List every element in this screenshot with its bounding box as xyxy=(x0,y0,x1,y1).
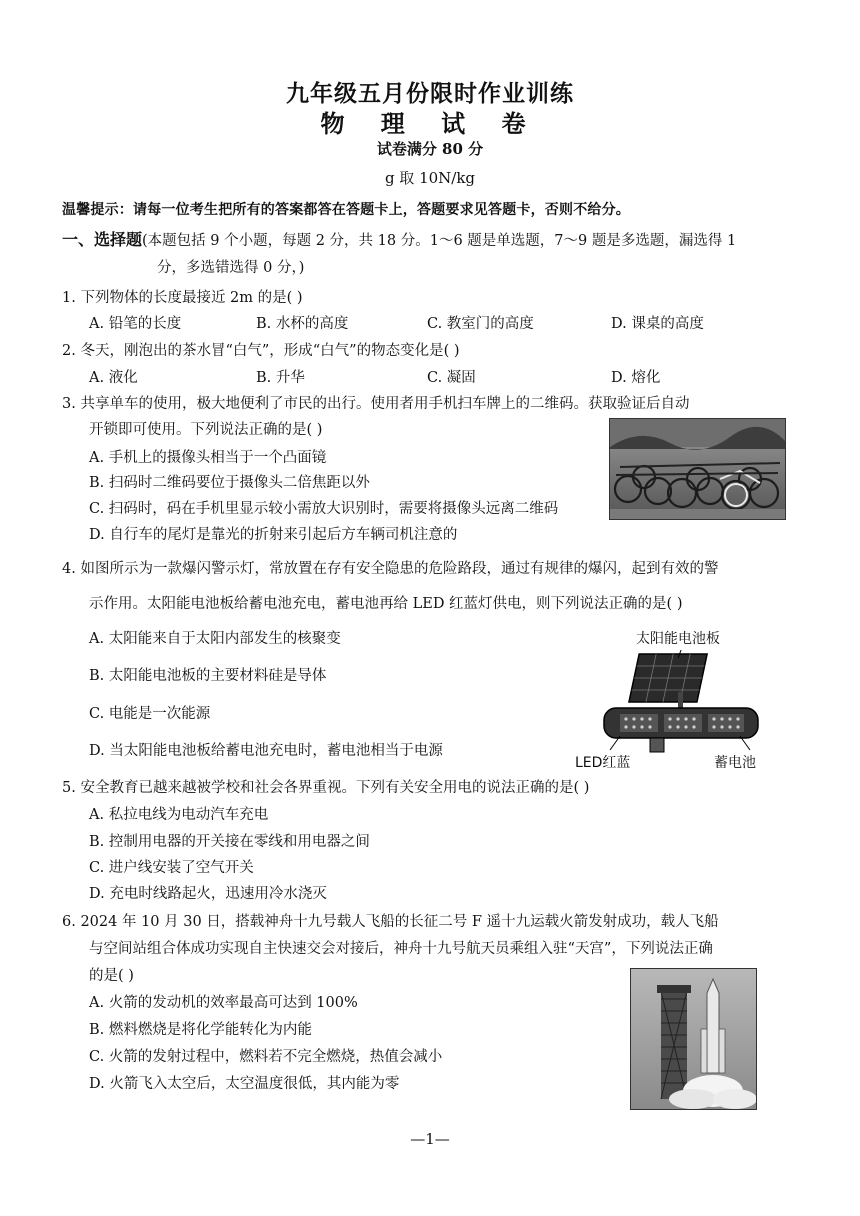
q4-option-b: B. 太阳能电池板的主要材料硅是导体 xyxy=(89,668,327,684)
q6-stem-2: 与空间站组合体成功实现自主快速交会对接后，神舟十九号航天员乘组入驻“天宫”，下列说法正确 xyxy=(89,941,713,957)
q6-option-a: A. 火箭的发动机的效率最高可达到 100% xyxy=(89,995,358,1011)
q3-stem-1: 3. 共享单车的使用，极大地便利了市民的出行。使用者用手机扫车牌上的二维码。获取验证后自动 xyxy=(62,396,690,412)
q3-stem-2: 开锁即可使用。下列说法正确的是( ) xyxy=(89,422,323,438)
q1-option-a: A. 铅笔的长度 xyxy=(89,316,182,332)
rocket-illustration xyxy=(631,969,756,1109)
q1-option-c: C. 教室门的高度 xyxy=(427,316,534,332)
q1-stem: 1. 下列物体的长度最接近 2m 的是( ) xyxy=(62,290,303,306)
q1-option-d: D. 课桌的高度 xyxy=(611,316,704,332)
q5-stem: 5. 安全教育已越来越被学校和社会各界重视。下列有关安全用电的说法正确的是( ) xyxy=(62,780,590,796)
q3-option-a: A. 手机上的摄像头相当于一个凸面镜 xyxy=(89,450,327,466)
q5-option-d: D. 充电时线路起火，迅速用冷水浇灭 xyxy=(89,886,327,902)
q2-stem: 2. 冬天，刚泡出的茶水冒“白气”，形成“白气”的物态变化是( ) xyxy=(62,343,460,359)
fig-led-label: LED红蓝 xyxy=(575,755,631,771)
page-number: —1— xyxy=(410,1130,450,1148)
section-instructions-2: 分，多选错选得 0 分，) xyxy=(157,260,305,276)
q6-stem-3: 的是( ) xyxy=(89,968,134,984)
q2-option-b: B. 升华 xyxy=(256,370,305,386)
q4-option-a: A. 太阳能来自于太阳内部发生的核聚变 xyxy=(89,631,341,647)
fig-solar-panel-label: 太阳能电池板 xyxy=(636,631,720,647)
gravity-note: g 取 10N/kg xyxy=(384,169,476,187)
full-score: 试卷满分 80 分 xyxy=(376,140,484,158)
warning-light-diagram xyxy=(590,650,780,755)
section-header xyxy=(62,227,736,250)
q5-option-c: C. 进户线安装了空气开关 xyxy=(89,860,254,876)
q3-option-d: D. 自行车的尾灯是靠光的折射来引起后方车辆司机注意的 xyxy=(89,527,458,543)
rocket-launch-photo xyxy=(630,968,757,1110)
q2-option-a: A. 液化 xyxy=(89,370,138,386)
subject-title: 物 理 试 卷 xyxy=(320,109,540,138)
exam-title: 九年级五月份限时作业训练 xyxy=(286,80,574,107)
bike-illustration xyxy=(610,419,785,519)
q5-option-b: B. 控制用电器的开关接在零线和用电器之间 xyxy=(89,834,370,850)
q2-option-d: D. 熔化 xyxy=(611,370,661,386)
q4-option-d: D. 当太阳能电池板给蓄电池充电时，蓄电池相当于电源 xyxy=(89,743,443,759)
section-title: 一、选择题 xyxy=(62,230,143,249)
q2-option-c: C. 凝固 xyxy=(427,370,476,386)
q1-option-b: B. 水杯的高度 xyxy=(256,316,349,332)
warm-tip: 温馨提示：请每一位考生把所有的答案都答在答题卡上，答题要求见答题卡，否则不给分。 xyxy=(62,202,630,218)
shared-bikes-photo xyxy=(609,418,786,520)
q6-option-c: C. 火箭的发射过程中，燃料若不完全燃烧，热值会减小 xyxy=(89,1049,443,1065)
q6-stem-1: 6. 2024 年 10 月 30 日，搭载神舟十九号载人飞船的长征二号 F 遥十九运载火箭发射成功，载人飞船 xyxy=(62,914,719,930)
fig-battery-label: 蓄电池 xyxy=(714,755,756,771)
q6-option-b: B. 燃料燃烧是将化学能转化为内能 xyxy=(89,1022,312,1038)
q5-option-a: A. 私拉电线为电动汽车充电 xyxy=(89,807,269,823)
q6-option-d: D. 火箭飞入太空后，太空温度很低，其内能为零 xyxy=(89,1076,400,1092)
q4-stem-2: 示作用。太阳能电池板给蓄电池充电，蓄电池再给 LED 红蓝灯供电，则下列说法正确的是( ) xyxy=(89,596,683,612)
section-instructions-1: (本题包括 9 个小题，每题 2 分，共 18 分。1～6 题是单选题，7～9 题是多选题，漏选得 1 xyxy=(142,233,737,249)
q3-option-c: C. 扫码时，码在手机里显示较小需放大识别时，需要将摄像头远离二维码 xyxy=(89,501,559,517)
q4-stem-1: 4. 如图所示为一款爆闪警示灯，常放置在存有安全隐患的危险路段，通过有规律的爆闪，起到有效的警 xyxy=(62,561,719,577)
q4-option-c: C. 电能是一次能源 xyxy=(89,706,211,722)
q3-option-b: B. 扫码时二维码要位于摄像头二倍焦距以外 xyxy=(89,475,370,491)
